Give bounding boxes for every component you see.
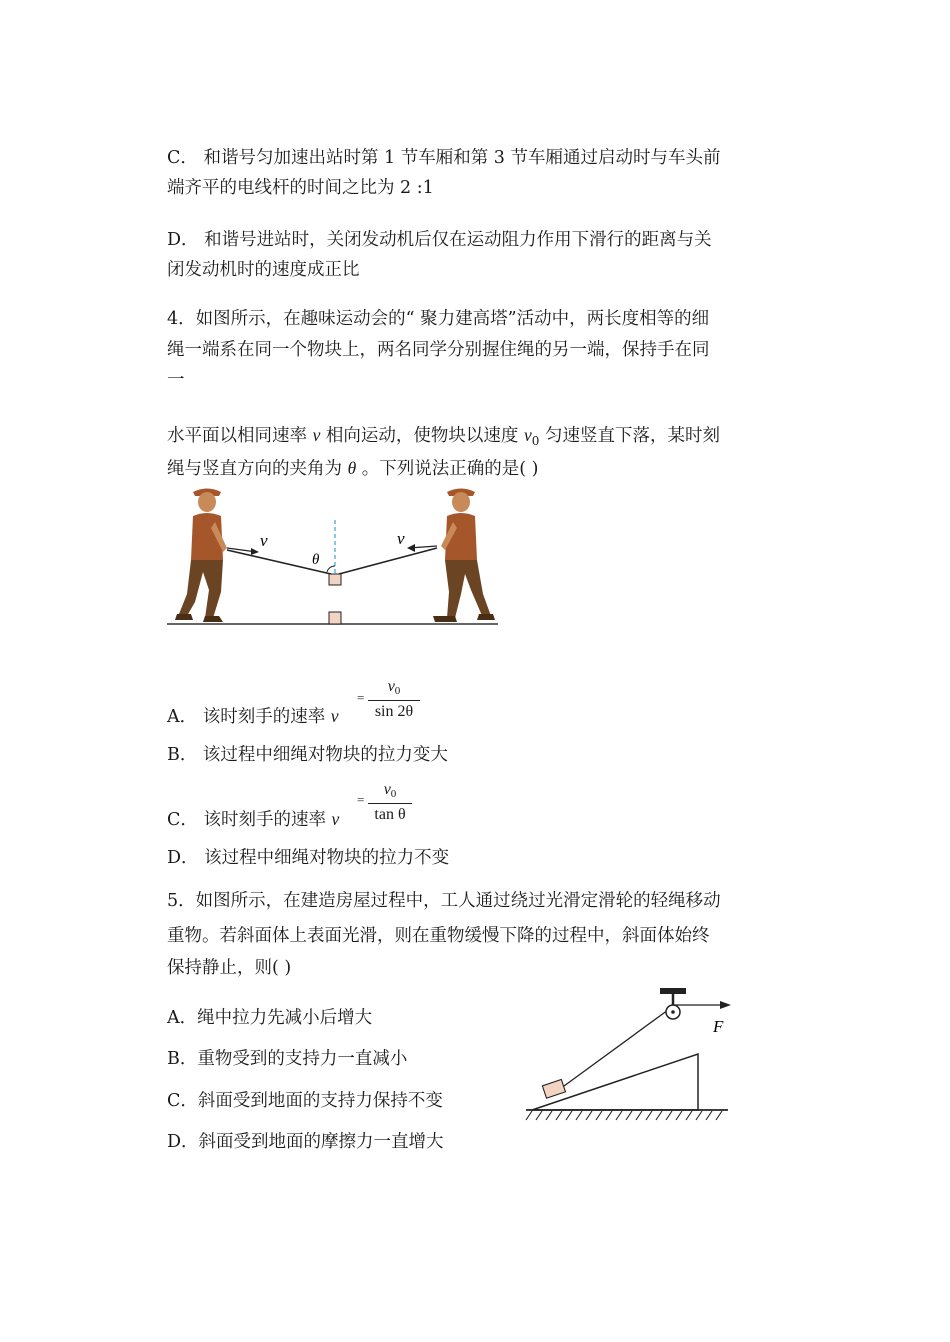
q4-option-c-den: tan θ [374, 806, 406, 823]
q4-option-c-num: v0 [383, 781, 397, 800]
q4-stem-line5 [167, 456, 538, 481]
q4-option-a-bar [368, 700, 420, 701]
label-v-right: v [397, 529, 405, 548]
force-arrow-head [720, 1001, 731, 1009]
q4-option-c-text: C． 该时刻手的速率 [167, 810, 332, 830]
q5-stem-line3: 保持静止，则( ) [167, 958, 292, 978]
block-hanging [329, 574, 341, 585]
q4-stem-line3: 一 [167, 370, 185, 390]
q4-text: 匀速竖直下落，某时刻 [539, 426, 720, 446]
q3-option-c-line1: C． 和谐号匀加速出站时第 1 节车厢和第 3 节车厢通过启动时与车头前 [167, 148, 721, 168]
q4-stem-line4 [167, 423, 720, 453]
q4-figure [165, 482, 505, 632]
q5-stem-line2: 重物。若斜面体上表面光滑，则在重物缓慢下降的过程中，斜面体始终 [167, 926, 710, 946]
theta-arc [327, 566, 335, 572]
q3-option-d-line1: D． 和谐号进站时，关闭发动机后仅在运动阻力作用下滑行的距离与关 [167, 230, 712, 250]
q3-option-d-line2: 闭发动机时的速度成正比 [167, 260, 360, 280]
q4-text: 绳与竖直方向的夹角为 [167, 459, 348, 479]
person-left [175, 489, 227, 623]
block-ground [329, 612, 341, 624]
q4-option-d: D． 该过程中细绳对物块的拉力不变 [167, 848, 450, 868]
q5-option-c: C．斜面受到地面的支持力保持不变 [167, 1091, 443, 1111]
q4-option-a-var: v [330, 706, 339, 726]
q5-stem-line1: 5．如图所示，在建造房屋过程中，工人通过绕过光滑定滑轮的轻绳移动 [167, 891, 721, 911]
rope [564, 1010, 668, 1086]
q4-stem-line2: 绳一端系在同一个物块上，两名同学分别握住绳的另一端，保持手在同 [167, 340, 710, 360]
q4-option-c-var: v [331, 809, 340, 829]
q5-option-b: B．重物受到的支持力一直减小 [167, 1049, 408, 1069]
q4-text: 相向运动，使物块以速度 [320, 426, 524, 446]
q4-option-a-text: A． 该时刻手的速率 [167, 707, 331, 727]
q3-option-c-line2: 端齐平的电线杆的时间之比为 2 :1 [167, 178, 434, 198]
heavy-block [542, 1079, 565, 1098]
arrow-right-head [407, 544, 415, 552]
pulley-ceiling [660, 988, 686, 994]
q4-var-theta: θ [347, 458, 357, 478]
q4-option-c-bar [368, 803, 412, 804]
q4-option-c-eq: = [357, 792, 365, 807]
q4-option-b: B． 该过程中细绳对物块的拉力变大 [167, 745, 448, 765]
q5-option-d: D．斜面受到地面的摩擦力一直增大 [167, 1132, 444, 1152]
q4-stem-line1: 4．如图所示，在趣味运动会的“ 聚力建高塔”活动中，两长度相等的细 [167, 309, 710, 329]
q5-figure [520, 984, 735, 1124]
ground-hatch [526, 1111, 722, 1120]
label-F: F [713, 1017, 724, 1036]
q4-option-a-eq: = [357, 690, 365, 705]
q4-var-v0-sub: 0 [531, 434, 540, 448]
person-right [433, 489, 495, 623]
q5-option-a: A．绳中拉力先减小后增大 [167, 1008, 373, 1028]
q4-option-a [167, 704, 339, 729]
label-v-left: v [260, 531, 268, 550]
label-theta: θ [312, 552, 320, 568]
q4-option-a-num: v0 [387, 678, 401, 697]
rope-right [339, 548, 437, 574]
q4-text: 水平面以相同速率 [167, 426, 313, 446]
q4-option-a-den: sin 2θ [374, 703, 414, 720]
q4-text: 。下列说法正确的是( ) [356, 459, 539, 479]
q4-var-v0: v [523, 425, 532, 445]
q4-option-c [167, 807, 339, 832]
arrow-left-head [251, 548, 259, 555]
q4-var-v: v [312, 425, 321, 445]
